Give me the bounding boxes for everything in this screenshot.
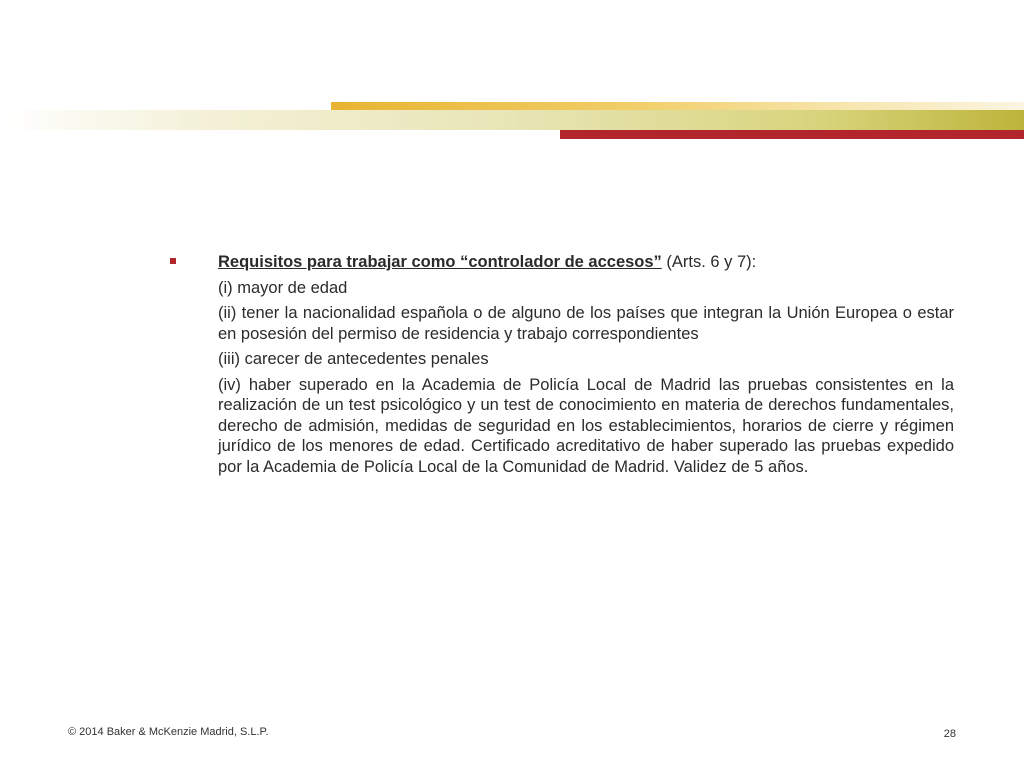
footer-copyright: © 2014 Baker & McKenzie Madrid, S.L.P. bbox=[68, 726, 269, 738]
slide-body bbox=[218, 252, 954, 482]
header-gold-band bbox=[331, 102, 1024, 110]
bullet-square-icon bbox=[170, 258, 176, 264]
requirements-heading-articles: (Arts. 6 y 7): bbox=[661, 253, 757, 271]
requirement-item-4: (iv) haber superado en la Academia de Policía Local de Madrid las pruebas consistentes en la realización de un test psicológico y un test de conocimiento en materia de derechos fundamentales, derecho de admisión, medidas de seguridad en los establecimientos, horarios de cierre y régimen jurídico de los menores de edad. Certificado acreditativo de haber superado las pruebas expedido por la Academia de Policía Local de la Comunidad de Madrid. Validez de 5 años. bbox=[218, 375, 954, 476]
header-gradient-band bbox=[0, 110, 1024, 130]
requirement-item-1: (i) mayor de edad bbox=[218, 278, 348, 297]
requirement-item-3: (iii) carecer de antecedentes penales bbox=[218, 350, 489, 368]
requirement-item-2: (ii) tener la nacionalidad española o de alguno de los países que integran la Unión Europea o estar en posesión del permiso de residencia y trabajo correspondientes bbox=[218, 304, 954, 343]
requirements-heading bbox=[218, 252, 954, 273]
requirements-heading-title: Requisitos para trabajar como “controlador de accesos” bbox=[218, 253, 662, 271]
header-red-band bbox=[560, 130, 1024, 139]
page-number: 28 bbox=[943, 728, 956, 740]
